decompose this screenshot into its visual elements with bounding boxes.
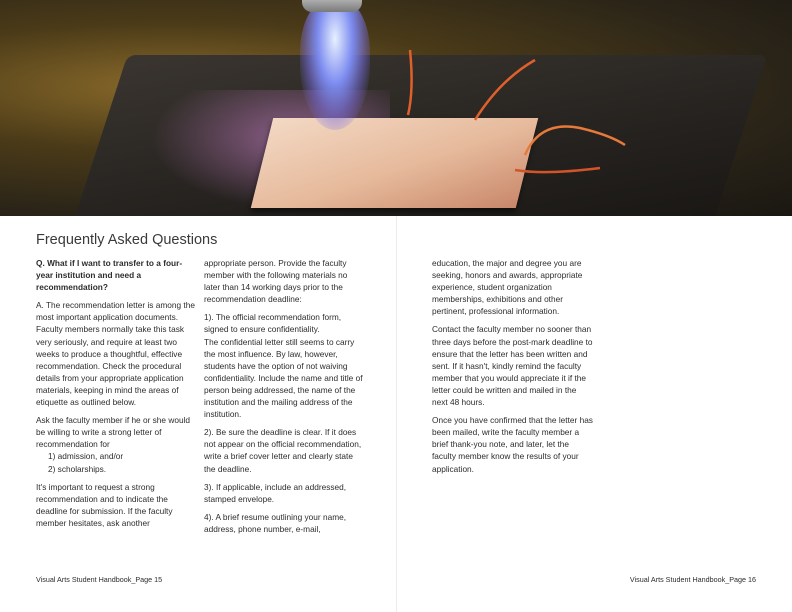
wire-2 [475,60,535,120]
footer-page-15: Visual Arts Student Handbook_Page 15 [36,575,163,584]
ask-item-admission: 1) admission, and/or [48,451,124,462]
ask-paragraph [36,414,196,474]
materials-paragraph: appropriate person. Provide the faculty member with the following materials no later than 14 working days prior to the recommendation deadline: [204,258,348,305]
column-2 [204,257,364,541]
faq-question: Q. What if I want to transfer to a four-year institution and need a recommendation? [36,258,183,293]
deadline-item: 2). Be sure the deadline is clear. If it does not appear on the official recommendation, write a brief cover letter and clearly state the deadline. [204,427,362,474]
envelope-item: 3). If applicable, include an addressed, stamped envelope. [204,481,347,504]
column-3 [432,257,594,481]
wire-drawing [0,0,792,216]
resume-item: 4). A brief resume outlining your name, address, phone number, e-mail, [204,511,347,534]
wire-1 [408,50,412,115]
answer-paragraph: A. The recommendation letter is among the most important application documents. Faculty members normally take this task very seriously, and require at least two weeks to produce a thoughtful, effective recommendation. Check the procedural details from your appropriate application materials, keeping in mind the areas of etiquette as outlined below. [36,300,195,408]
footer-page-16: Visual Arts Student Handbook_Page 16 [629,575,756,584]
ask-intro: Ask the faculty member if he or she would be willing to write a strong letter of recommendation for [36,415,191,450]
form-paragraph [204,311,364,420]
thank-you-paragraph: Once you have confirmed that the letter has been mailed, write the faculty member a brief thank-you note, and later, let the faculty member know the results of your application. [432,415,593,474]
wire-3 [525,127,625,155]
ask-item-scholarships: 2) scholarships. [48,463,107,474]
header-photo [0,0,792,216]
confidential-text: The confidential letter still seems to carry the most influence. By law, however, students have the option of not waiving confidentiality. Include the name and title of person being addressed, the name of the institution and the mailing address of the institution. [204,336,363,420]
wire-4 [515,168,600,172]
contact-paragraph: Contact the faculty member no sooner than three days before the post-mark deadline to ensure that the letter has been written and sent. If it hasn't, kindly remind the faculty member that you would appreciate it if the letter could be written and mailed in the next 48 hours. [432,324,593,408]
deadline-paragraph: It's important to request a strong recommendation and to indicate the deadline for submission. If the faculty member hesitates, ask another [36,481,173,528]
form-item: 1). The official recommendation form, signed to ensure confidentiality. [204,312,342,335]
resume-continued: education, the major and degree you are seeking, honors and awards, appropriate experience, student organization memberships, exhibitions and other pertinent, professional information. [432,258,583,317]
column-1 [36,257,196,535]
page-divider [396,216,397,612]
page-title: Frequently Asked Questions [36,232,218,248]
